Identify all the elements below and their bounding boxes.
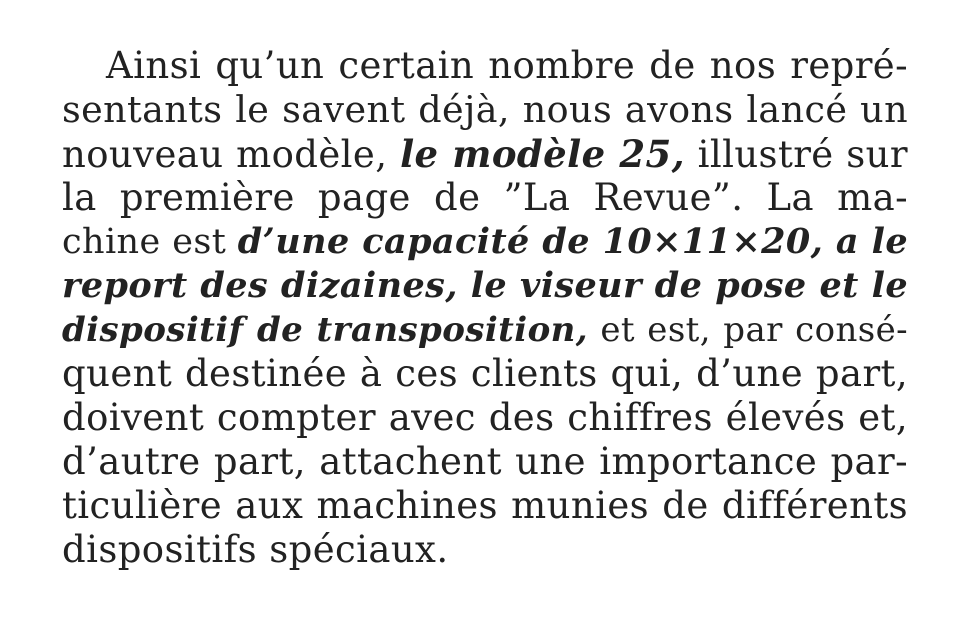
line-text: quent destinée à ces clients qui, d’une part, [62, 352, 908, 395]
line-text: la première page de ”La Revue”. La ma- [62, 176, 908, 219]
emphasis-text: dispositif de transposition, [62, 310, 589, 350]
line-text: chine est [62, 222, 238, 262]
line-text: illustré sur [684, 133, 908, 176]
emphasis-text: report des dizaines, le viseur de pose et le [62, 265, 908, 306]
emphasis-text: d’une capacité de 10×11×20, a le [237, 221, 908, 262]
line-text: sentants le savent déjà, nous avons lancé un [62, 88, 908, 131]
paragraph-line [62, 396, 908, 440]
paragraph-line [62, 176, 908, 220]
paragraph-line [62, 44, 908, 88]
paragraph-line [62, 440, 908, 484]
paragraph-line [62, 264, 908, 308]
line-text: nouveau modèle, [62, 133, 401, 176]
line-text: Ainsi qu’un certain nombre de nos repré- [106, 44, 908, 87]
paragraph-line [62, 484, 908, 528]
paragraph-line [62, 528, 908, 572]
emphasis-text: le modèle 25, [400, 132, 685, 176]
line-text: doivent compter avec des chiffres élevés et, [62, 396, 908, 439]
paragraph-line [62, 352, 908, 396]
paragraph-line [62, 132, 908, 176]
paragraph-line [62, 220, 908, 264]
line-text: d’autre part, attachent une importance par- [62, 440, 908, 483]
line-text: ticulière aux machines munies de différents [62, 484, 908, 527]
paragraph-line [62, 308, 908, 352]
line-text: et est, par consé- [588, 310, 908, 350]
paragraph-line [62, 88, 908, 132]
line-text: dispositifs spéciaux. [62, 528, 449, 571]
